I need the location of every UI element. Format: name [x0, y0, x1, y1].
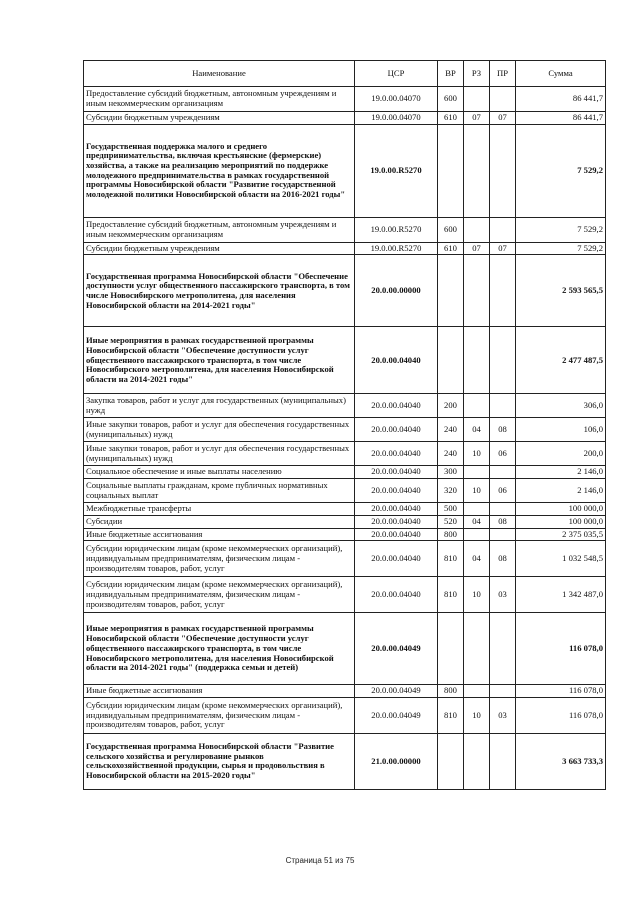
- header-csr: ЦСР: [355, 61, 438, 87]
- cell-pr: 08: [490, 418, 516, 442]
- cell-name: Субсидии юридическим лицам (кроме некоммерческих организаций), индивидуальным предпринимателям, физическим лицам - производителям товаров, работ, услуг: [84, 541, 355, 577]
- cell-pr: 06: [490, 479, 516, 503]
- header-name: Наименование: [84, 61, 355, 87]
- cell-pr: 08: [490, 541, 516, 577]
- cell-rz: [464, 733, 490, 789]
- table-row: [84, 733, 606, 789]
- cell-name: Социальное обеспечение и иные выплаты населению: [84, 466, 355, 479]
- cell-csr: 20.0.00.04040: [355, 479, 438, 503]
- cell-pr: [490, 255, 516, 327]
- cell-csr: 19.0.00.04070: [355, 112, 438, 125]
- cell-sum: 7 529,2: [516, 217, 606, 242]
- table-row: [84, 442, 606, 466]
- cell-sum: 100 000,0: [516, 503, 606, 516]
- cell-name: Субсидии юридическим лицам (кроме некоммерческих организаций), индивидуальным предпринимателям, физическим лицам - производителям товаров, работ, услуг: [84, 577, 355, 613]
- cell-rz: [464, 394, 490, 418]
- cell-pr: [490, 217, 516, 242]
- cell-name: Иные бюджетные ассигнования: [84, 685, 355, 698]
- cell-rz: [464, 327, 490, 394]
- table-row: [84, 87, 606, 112]
- cell-csr: 19.0.00.R5270: [355, 124, 438, 217]
- cell-name: Субсидии юридическим лицам (кроме некоммерческих организаций), индивидуальным предпринимателям, физическим лицам - производителям товаров, работ, услуг: [84, 697, 355, 733]
- cell-vr: 600: [438, 87, 464, 112]
- table-row: [84, 613, 606, 685]
- cell-rz: [464, 503, 490, 516]
- cell-rz: [464, 613, 490, 685]
- cell-sum: 306,0: [516, 394, 606, 418]
- cell-sum: 1 342 487,0: [516, 577, 606, 613]
- cell-name: Закупка товаров, работ и услуг для государственных (муниципальных) нужд: [84, 394, 355, 418]
- cell-vr: 810: [438, 541, 464, 577]
- cell-name: Иные закупки товаров, работ и услуг для обеспечения государственных (муниципальных) нужд: [84, 442, 355, 466]
- table-row: [84, 685, 606, 698]
- cell-csr: 20.0.00.04040: [355, 442, 438, 466]
- cell-sum: 116 078,0: [516, 613, 606, 685]
- cell-pr: [490, 124, 516, 217]
- cell-sum: 116 078,0: [516, 685, 606, 698]
- cell-rz: 10: [464, 697, 490, 733]
- table-row: [84, 466, 606, 479]
- table-row: [84, 515, 606, 528]
- cell-csr: 19.0.00.R5270: [355, 217, 438, 242]
- cell-vr: 600: [438, 217, 464, 242]
- cell-csr: 19.0.00.R5270: [355, 242, 438, 255]
- cell-pr: [490, 394, 516, 418]
- cell-name: Иные закупки товаров, работ и услуг для обеспечения государственных (муниципальных) нужд: [84, 418, 355, 442]
- cell-rz: [464, 685, 490, 698]
- cell-pr: 03: [490, 697, 516, 733]
- table-row: [84, 541, 606, 577]
- table-row: [84, 242, 606, 255]
- cell-csr: 20.0.00.04040: [355, 541, 438, 577]
- table-row: [84, 418, 606, 442]
- cell-csr: 20.0.00.04049: [355, 697, 438, 733]
- cell-sum: 2 477 487,5: [516, 327, 606, 394]
- table-row: [84, 124, 606, 217]
- cell-vr: [438, 124, 464, 217]
- cell-sum: 86 441,7: [516, 112, 606, 125]
- cell-pr: 03: [490, 577, 516, 613]
- cell-name: Государственная программа Новосибирской области "Обеспечение доступности услуг общественного пассажирского транспорта, в том числе Новосибирского метрополитена, для населения Новосибирской области на 2014-2021 годы": [84, 255, 355, 327]
- cell-csr: 20.0.00.04040: [355, 515, 438, 528]
- table-row: [84, 217, 606, 242]
- cell-sum: 2 375 035,5: [516, 528, 606, 541]
- cell-name: Субсидии: [84, 515, 355, 528]
- cell-csr: 20.0.00.04040: [355, 394, 438, 418]
- cell-sum: 2 146,0: [516, 479, 606, 503]
- cell-sum: 106,0: [516, 418, 606, 442]
- cell-rz: [464, 217, 490, 242]
- cell-pr: [490, 528, 516, 541]
- cell-sum: 7 529,2: [516, 242, 606, 255]
- cell-pr: 07: [490, 242, 516, 255]
- cell-pr: [490, 685, 516, 698]
- cell-name: Государственная поддержка малого и среднего предпринимательства, включая крестьянские (фермерские) хозяйства, а также на реализацию мероприятий по поддержке молодежного предпринимательства в рамках государственной программы Новосибирской области "Развитие государственной молодежной политики Новосибирской области на 2016-2021 годы": [84, 124, 355, 217]
- table-row: [84, 577, 606, 613]
- cell-csr: 20.0.00.04040: [355, 577, 438, 613]
- cell-pr: [490, 613, 516, 685]
- cell-vr: 240: [438, 418, 464, 442]
- cell-vr: 800: [438, 528, 464, 541]
- cell-csr: 20.0.00.04040: [355, 528, 438, 541]
- cell-pr: [490, 733, 516, 789]
- cell-vr: 610: [438, 112, 464, 125]
- cell-sum: 100 000,0: [516, 515, 606, 528]
- page-number: Страница 51 из 75: [285, 856, 355, 865]
- cell-vr: 520: [438, 515, 464, 528]
- cell-rz: 10: [464, 442, 490, 466]
- cell-pr: [490, 327, 516, 394]
- cell-csr: 19.0.00.04070: [355, 87, 438, 112]
- cell-csr: 20.0.00.04040: [355, 327, 438, 394]
- cell-csr: 20.0.00.04049: [355, 613, 438, 685]
- cell-csr: 20.0.00.04040: [355, 503, 438, 516]
- table-row: [84, 528, 606, 541]
- cell-vr: [438, 255, 464, 327]
- header-rz: РЗ: [464, 61, 490, 87]
- table-header-row: [84, 61, 606, 87]
- cell-pr: 07: [490, 112, 516, 125]
- cell-csr: 21.0.00.00000: [355, 733, 438, 789]
- cell-vr: [438, 733, 464, 789]
- cell-name: Иные мероприятия в рамках государственной программы Новосибирской области "Обеспечение доступности услуг общественного пассажирского транспорта, в том числе Новосибирского метрополитена, для населения Новосибирской области на 2014-2021 годы" (поддержка семьи и детей): [84, 613, 355, 685]
- budget-table: [83, 60, 606, 790]
- table-body: [84, 87, 606, 790]
- cell-rz: 10: [464, 479, 490, 503]
- cell-name: Предоставление субсидий бюджетным, автономным учреждениям и иным некоммерческим организациям: [84, 217, 355, 242]
- table-row: [84, 112, 606, 125]
- cell-rz: [464, 124, 490, 217]
- cell-sum: 1 032 548,5: [516, 541, 606, 577]
- cell-name: Межбюджетные трансферты: [84, 503, 355, 516]
- cell-sum: 3 663 733,3: [516, 733, 606, 789]
- cell-rz: 07: [464, 242, 490, 255]
- table-row: [84, 479, 606, 503]
- cell-vr: 810: [438, 697, 464, 733]
- cell-sum: 200,0: [516, 442, 606, 466]
- cell-name: Иные мероприятия в рамках государственной программы Новосибирской области "Обеспечение доступности услуг общественного пассажирского транспорта, в том числе Новосибирского метрополитена, для населения Новосибирской области на 2014-2021 годы": [84, 327, 355, 394]
- cell-rz: 04: [464, 515, 490, 528]
- cell-pr: 06: [490, 442, 516, 466]
- cell-rz: 04: [464, 418, 490, 442]
- cell-name: Субсидии бюджетным учреждениям: [84, 242, 355, 255]
- cell-name: Иные бюджетные ассигнования: [84, 528, 355, 541]
- cell-pr: [490, 87, 516, 112]
- cell-vr: [438, 613, 464, 685]
- cell-vr: 320: [438, 479, 464, 503]
- cell-name: Предоставление субсидий бюджетным, автономным учреждениям и иным некоммерческим организациям: [84, 87, 355, 112]
- header-pr: ПР: [490, 61, 516, 87]
- header-sum: Сумма: [516, 61, 606, 87]
- cell-rz: [464, 528, 490, 541]
- table-row: [84, 697, 606, 733]
- cell-sum: 2 146,0: [516, 466, 606, 479]
- cell-vr: 800: [438, 685, 464, 698]
- table-row: [84, 255, 606, 327]
- cell-rz: [464, 466, 490, 479]
- cell-pr: 08: [490, 515, 516, 528]
- cell-csr: 20.0.00.00000: [355, 255, 438, 327]
- cell-rz: [464, 87, 490, 112]
- table-row: [84, 394, 606, 418]
- cell-vr: 200: [438, 394, 464, 418]
- table-row: [84, 327, 606, 394]
- table-row: [84, 503, 606, 516]
- cell-name: Государственная программа Новосибирской области "Развитие сельского хозяйства и регулирование рынков сельскохозяйственной продукции, сырья и продовольствия в Новосибирской области на 2015-2020 годы": [84, 733, 355, 789]
- cell-vr: 610: [438, 242, 464, 255]
- cell-vr: 500: [438, 503, 464, 516]
- cell-vr: [438, 327, 464, 394]
- header-vr: ВР: [438, 61, 464, 87]
- cell-sum: 2 593 565,5: [516, 255, 606, 327]
- cell-pr: [490, 466, 516, 479]
- cell-name: Социальные выплаты гражданам, кроме публичных нормативных социальных выплат: [84, 479, 355, 503]
- cell-sum: 7 529,2: [516, 124, 606, 217]
- cell-csr: 20.0.00.04049: [355, 685, 438, 698]
- cell-csr: 20.0.00.04040: [355, 418, 438, 442]
- cell-rz: 04: [464, 541, 490, 577]
- cell-rz: 10: [464, 577, 490, 613]
- cell-vr: 810: [438, 577, 464, 613]
- cell-rz: [464, 255, 490, 327]
- cell-csr: 20.0.00.04040: [355, 466, 438, 479]
- cell-rz: 07: [464, 112, 490, 125]
- cell-sum: 116 078,0: [516, 697, 606, 733]
- cell-sum: 86 441,7: [516, 87, 606, 112]
- cell-vr: 300: [438, 466, 464, 479]
- cell-vr: 240: [438, 442, 464, 466]
- cell-pr: [490, 503, 516, 516]
- cell-name: Субсидии бюджетным учреждениям: [84, 112, 355, 125]
